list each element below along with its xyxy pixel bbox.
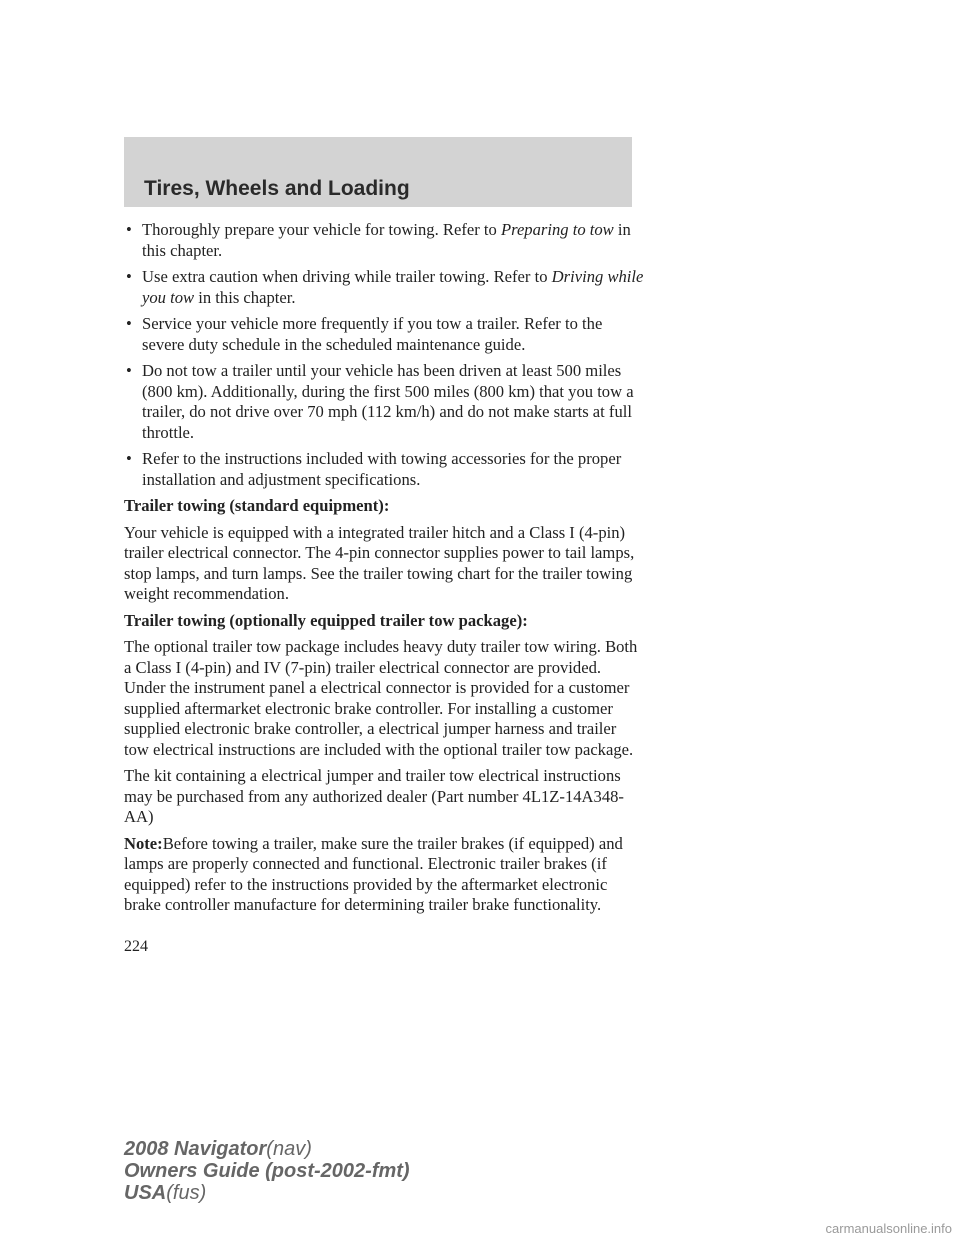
bullet-item: • Use extra caution when driving while trailer towing. Refer to Driving while you tow in this chapter. <box>126 267 644 307</box>
bullet-item: • Do not tow a trailer until your vehicle has been driven at least 500 miles (800 km). Additionally, during the first 500 miles (800 km) that you tow a trailer, do not drive over 70 mph (112 km/h) and do not make starts at full throttle. <box>126 361 634 442</box>
section-heading-optional: Trailer towing (optionally equipped trailer tow package): <box>124 610 528 630</box>
section-body-optional: The optional trailer tow package includes heavy duty trailer tow wiring. Both a Class I (4-pin) and IV (7-pin) trailer electrical connector are provided. Under the instrument panel a electrical connector is provided for a customer supplied aftermarket electronic brake controller. For installing a customer supplied electronic brake controller, a electrical jumper harness and trailer tow electrical instructions are included with the optional trailer tow package. <box>124 637 638 759</box>
page-number: 224 <box>124 938 148 955</box>
bullet-icon: • <box>126 314 132 333</box>
bullet-icon: • <box>126 449 132 468</box>
bullet-item: • Thoroughly prepare your vehicle for towing. Refer to Preparing to tow in this chapter. <box>126 220 631 260</box>
cross-reference: Driving while you tow <box>142 267 644 307</box>
bullet-icon: • <box>126 220 132 239</box>
document-footer: 2008 Navigator(nav) Owners Guide (post-2002-fmt) USA(fus) <box>124 1138 410 1204</box>
bullet-item: • Service your vehicle more frequently if you tow a trailer. Refer to the severe duty schedule in the scheduled maintenance guide. <box>126 314 603 354</box>
cross-reference: Preparing to tow <box>500 220 614 239</box>
section-heading-standard: Trailer towing (standard equipment): <box>124 496 390 515</box>
note-text: Before towing a trailer, make sure the trailer brakes (if equipped) and lamps are properly connected and functional. Electronic trailer brakes (if equipped) refer to the instructions provided by the aftermarket electronic brake controller manufacture for determining trailer brake functionality. <box>124 833 623 914</box>
watermark: carmanualsonline.info <box>825 1221 952 1236</box>
kit-paragraph: The kit containing a electrical jumper and trailer tow electrical instructions may be purchased from any authorized dealer (Part number 4L1Z-14A348-AA) <box>124 766 624 826</box>
chapter-title: Tires, Wheels and Loading <box>144 177 410 200</box>
bullet-icon: • <box>126 267 132 286</box>
bullet-icon: • <box>126 361 132 380</box>
section-body-standard: Your vehicle is equipped with a integrated trailer hitch and a Class I (4-pin) trailer electrical connector. The 4-pin connector supplies power to tail lamps, stop lamps, and turn lamps. See the trailer towing chart for the trailer towing weight recommendation. <box>124 522 635 603</box>
note-label: Note: <box>124 833 163 853</box>
chapter-header <box>124 137 632 207</box>
page-content <box>124 220 644 922</box>
note-paragraph <box>124 834 644 916</box>
bullet-item: • Refer to the instructions included with towing accessories for the proper installation and adjustment specifications. <box>126 449 622 489</box>
